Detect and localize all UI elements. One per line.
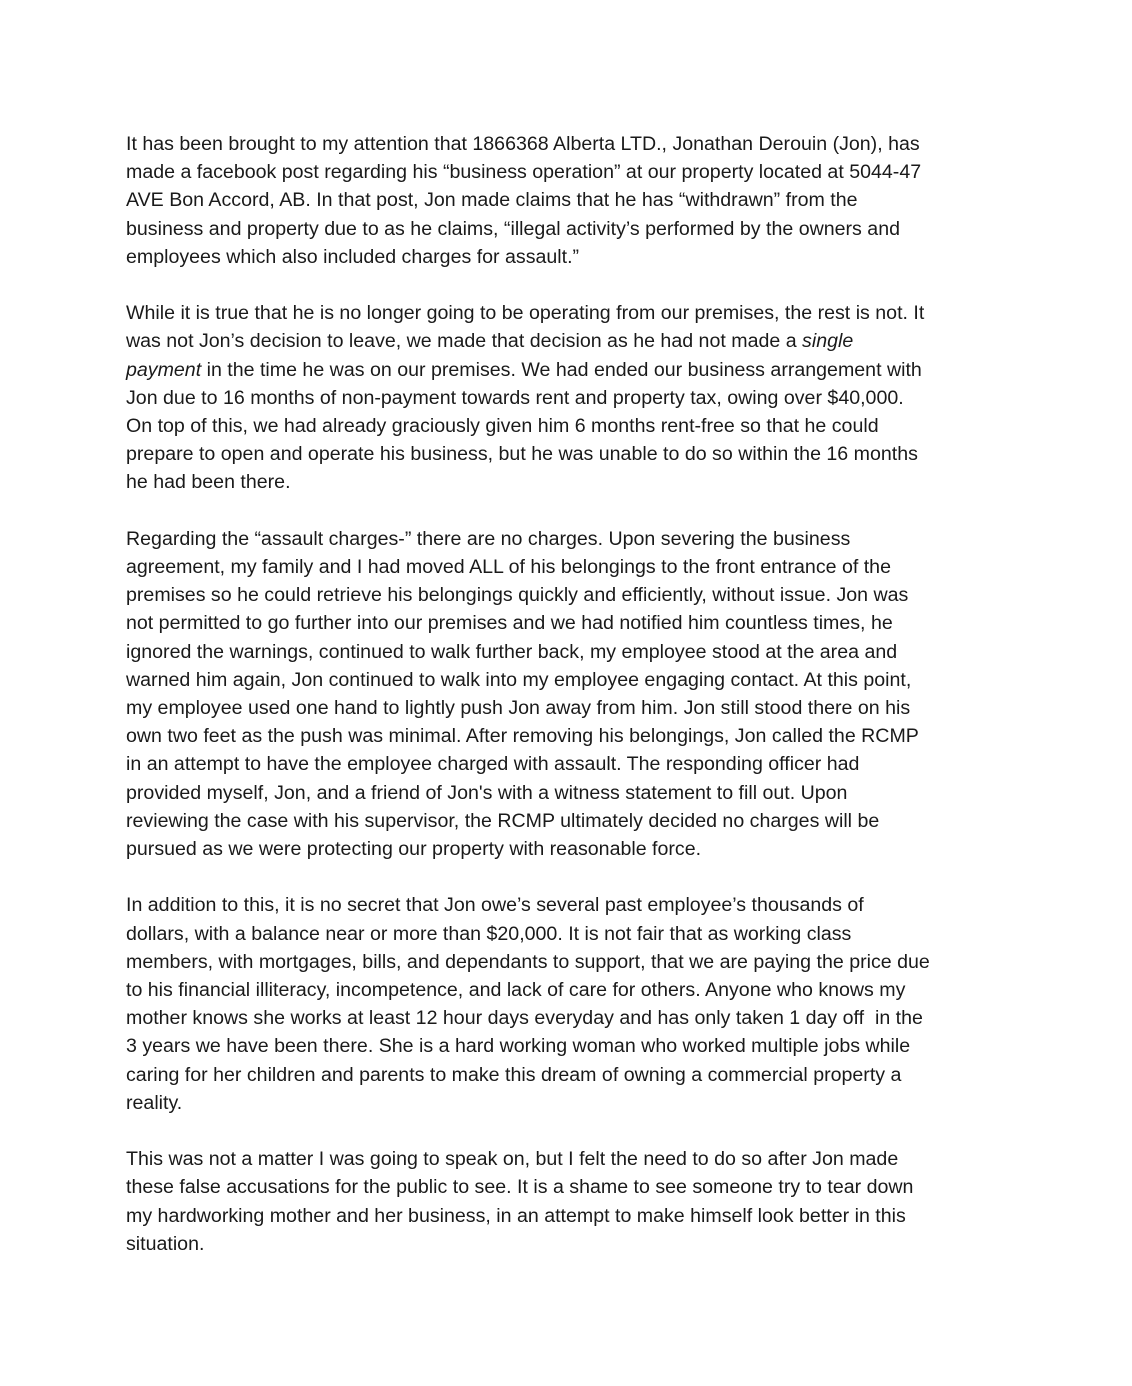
text-line <box>126 412 1006 440</box>
text-line <box>126 638 1006 666</box>
italic-emphasis: payment <box>126 358 202 381</box>
text-span: own two feet as the push was minimal. After removing his belongings, Jon called the RCMP <box>126 725 919 748</box>
text-line <box>126 299 1006 327</box>
paragraph-3 <box>126 525 1006 863</box>
paragraph-5 <box>126 1145 1006 1258</box>
text-span: members, with mortgages, bills, and dependants to support, that we are paying the price due <box>126 950 930 973</box>
text-line <box>126 666 1006 694</box>
text-span: In addition to this, it is no secret that Jon owe’s several past employee’s thousands of <box>126 894 864 917</box>
text-span: business and property due to as he claims, “illegal activity’s performed by the owners and <box>126 217 900 240</box>
text-line <box>126 158 1006 186</box>
text-span: in the time he was on our premises. We had ended our business arrangement with <box>201 358 922 381</box>
text-line <box>126 1230 1006 1258</box>
text-span: situation. <box>126 1232 205 1255</box>
text-span: While it is true that he is no longer going to be operating from our premises, the rest is not. It <box>126 302 925 325</box>
text-span: mother knows she works at least 12 hour days everyday and has only taken 1 day off in the <box>126 1007 923 1030</box>
text-line <box>126 1061 1006 1089</box>
text-line <box>126 1173 1006 1201</box>
text-line <box>126 440 1006 468</box>
text-span: to his financial illiteracy, incompetence, and lack of care for others. Anyone who knows my <box>126 979 906 1002</box>
paragraph-2 <box>126 299 1006 496</box>
text-line <box>126 1032 1006 1060</box>
text-span: dollars, with a balance near or more than $20,000. It is not fair that as working class <box>126 922 852 945</box>
text-line <box>126 553 1006 581</box>
text-span: Regarding the “assault charges-” there are no charges. Upon severing the business <box>126 527 851 550</box>
text-line <box>126 525 1006 553</box>
text-line <box>126 920 1006 948</box>
text-line <box>126 468 1006 496</box>
text-line <box>126 186 1006 214</box>
text-line <box>126 327 1006 355</box>
text-span: warned him again, Jon continued to walk into my employee engaging contact. At this point, <box>126 668 912 691</box>
text-line <box>126 948 1006 976</box>
text-span: my employee used one hand to lightly push Jon away from him. Jon still stood there on his <box>126 697 911 720</box>
text-line <box>126 891 1006 919</box>
text-span: pursued as we were protecting our property with reasonable force. <box>126 838 702 861</box>
text-span: This was not a matter I was going to speak on, but I felt the need to do so after Jon made <box>126 1148 899 1171</box>
text-span: On top of this, we had already graciously given him 6 months rent-free so that he could <box>126 415 879 438</box>
text-span: agreement, my family and I had moved ALL of his belongings to the front entrance of the <box>126 556 891 579</box>
text-span: he had been there. <box>126 471 291 494</box>
text-span: provided myself, Jon, and a friend of Jon's with a witness statement to fill out. Upon <box>126 781 848 804</box>
text-span: not permitted to go further into our premises and we had notified him countless times, he <box>126 612 893 635</box>
italic-emphasis: single <box>802 330 854 353</box>
paragraph-1 <box>126 130 1006 271</box>
text-line <box>126 130 1006 158</box>
text-line <box>126 807 1006 835</box>
text-span: AVE Bon Accord, AB. In that post, Jon made claims that he has “withdrawn” from the <box>126 189 858 212</box>
text-line <box>126 581 1006 609</box>
text-span: prepare to open and operate his business, but he was unable to do so within the 16 months <box>126 443 918 466</box>
text-span: It has been brought to my attention that 1866368 Alberta LTD., Jonathan Derouin (Jon), has <box>126 133 920 155</box>
text-line <box>126 356 1006 384</box>
text-line <box>126 243 1006 271</box>
text-line <box>126 1089 1006 1117</box>
text-line <box>126 694 1006 722</box>
text-span: 3 years we have been there. She is a hard working woman who worked multiple jobs while <box>126 1035 911 1058</box>
text-line <box>126 1202 1006 1230</box>
text-line <box>126 384 1006 412</box>
text-span: my hardworking mother and her business, in an attempt to make himself look better in this <box>126 1204 906 1227</box>
text-span: Jon due to 16 months of non-payment towards rent and property tax, owing over $40,000. <box>126 386 904 409</box>
text-line <box>126 609 1006 637</box>
text-line <box>126 215 1006 243</box>
text-span: reviewing the case with his supervisor, the RCMP ultimately decided no charges will be <box>126 809 880 832</box>
text-line <box>126 976 1006 1004</box>
text-line <box>126 1004 1006 1032</box>
text-span: premises so he could retrieve his belongings quickly and efficiently, without issue. Jon was <box>126 584 909 607</box>
text-line <box>126 835 1006 863</box>
paragraph-4 <box>126 891 1006 1117</box>
text-span: these false accusations for the public to see. It is a shame to see someone try to tear down <box>126 1176 914 1199</box>
text-line <box>126 750 1006 778</box>
letter-body <box>126 130 1006 1258</box>
text-span: in an attempt to have the employee charged with assault. The responding officer had <box>126 753 860 776</box>
text-span: caring for her children and parents to make this dream of owning a commercial property a <box>126 1063 902 1086</box>
text-span: was not Jon’s decision to leave, we made that decision as he had not made a <box>126 330 803 353</box>
text-span: employees which also included charges for assault.” <box>126 245 580 268</box>
text-span: reality. <box>126 1091 183 1114</box>
text-span: made a facebook post regarding his “business operation” at our property located at 5044-47 <box>126 161 922 184</box>
text-line <box>126 722 1006 750</box>
text-span: ignored the warnings, continued to walk further back, my employee stood at the area and <box>126 640 898 663</box>
text-line <box>126 779 1006 807</box>
text-line <box>126 1145 1006 1173</box>
